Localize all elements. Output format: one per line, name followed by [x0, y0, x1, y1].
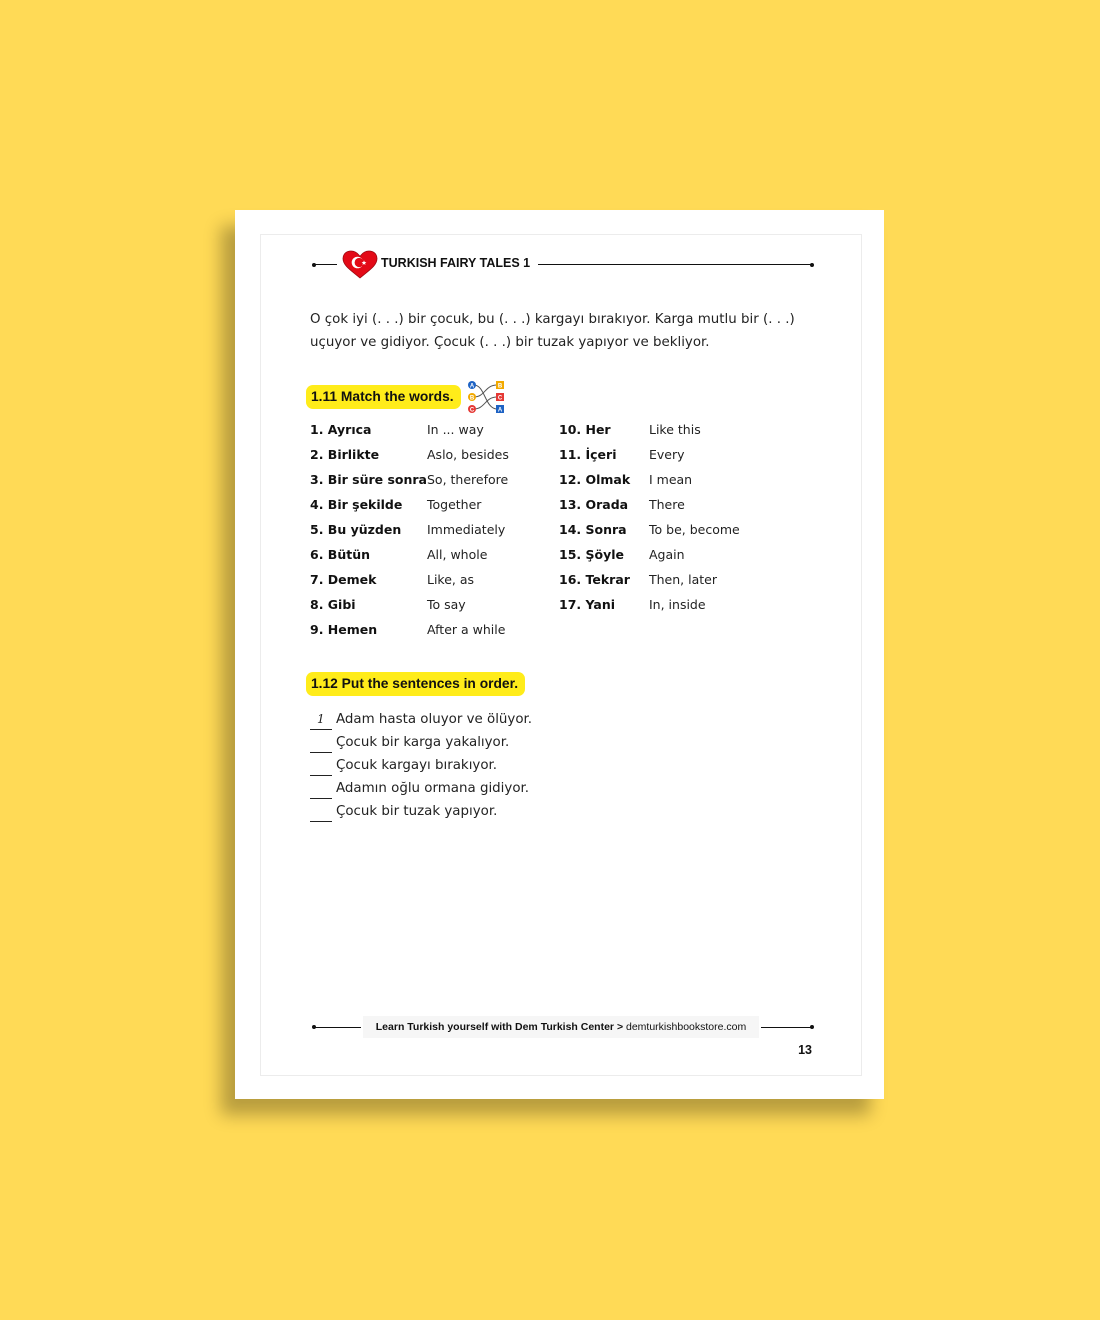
vocab-row [310, 546, 509, 571]
vocab-row [310, 621, 509, 646]
order-section-title: 1.12 Put the sentences in order. [306, 672, 525, 696]
vocab-meaning: In, inside [649, 597, 706, 612]
vocab-row [559, 446, 740, 471]
vocab-row [559, 421, 740, 446]
footer-line-left [313, 1027, 361, 1028]
match-lines-icon [467, 380, 505, 414]
vocab-meaning: Again [649, 547, 685, 562]
footer-line-right [761, 1027, 813, 1028]
vocab-row [559, 546, 740, 571]
page-header [313, 250, 813, 278]
sentence-text: Çocuk bir tuzak yapıyor. [336, 804, 498, 819]
vocab-meaning: To say [427, 597, 466, 612]
vocab-row [559, 571, 740, 596]
vocab-meaning: Immediately [427, 522, 506, 537]
icon-letter: A [497, 407, 503, 414]
sentence-text: Adamın oğlu ormana gidiyor. [336, 781, 530, 796]
vocab-word: 12. Olmak [559, 472, 631, 487]
answer-blank[interactable] [310, 784, 332, 799]
icon-letter: A [469, 383, 475, 390]
vocab-meaning: So, therefore [427, 472, 509, 487]
book-page [235, 210, 884, 1099]
sentence-text: Adam hasta oluyor ve ölüyor. [336, 712, 533, 727]
icon-letter: C [469, 407, 475, 414]
vocab-meaning: Like, as [427, 572, 475, 587]
vocab-word: 16. Tekrar [559, 572, 630, 587]
answer-blank[interactable] [310, 761, 332, 776]
turkish-flag-heart-icon [342, 250, 378, 280]
vocab-row [310, 496, 509, 521]
header-line-left [313, 264, 337, 265]
vocab-word: 17. Yani [559, 597, 616, 612]
book-title: TURKISH FAIRY TALES 1 [381, 256, 531, 270]
answer-blank[interactable] [310, 712, 332, 730]
icon-letter: B [497, 383, 503, 390]
vocab-word: 2. Birlikte [310, 447, 380, 462]
vocab-word: 5. Bu yüzden [310, 522, 402, 537]
vocab-row [310, 421, 509, 446]
vocab-row [310, 521, 509, 546]
vocab-meaning: All, whole [427, 547, 488, 562]
vocab-row [559, 521, 740, 546]
vocab-word: 13. Orada [559, 497, 629, 512]
vocab-meaning: In ... way [427, 422, 484, 437]
vocab-word: 3. Bir süre sonra [310, 472, 427, 487]
vocab-row [310, 471, 509, 496]
vocab-word: 4. Bir şekilde [310, 497, 403, 512]
header-line-end-dot [810, 263, 814, 267]
vocab-word: 6. Bütün [310, 547, 370, 562]
vocab-word: 1. Ayrıca [310, 422, 372, 437]
sentence-text: Çocuk kargayı bırakıyor. [336, 758, 498, 773]
vocab-meaning: After a while [427, 622, 506, 637]
vocab-word: 11. İçeri [559, 447, 617, 462]
vocab-meaning: Every [649, 447, 685, 462]
vocab-row [559, 471, 740, 496]
vocab-row [559, 496, 740, 521]
vocab-word: 15. Şöyle [559, 547, 624, 562]
vocab-meaning: There [649, 497, 685, 512]
vocab-row [559, 596, 740, 621]
vocab-meaning: Then, later [649, 572, 717, 587]
match-section-title: 1.11 Match the words. [306, 385, 461, 409]
footer-banner [363, 1016, 759, 1038]
answer-blank[interactable] [310, 738, 332, 753]
vocab-meaning: I mean [649, 472, 693, 487]
vocab-word: 8. Gibi [310, 597, 356, 612]
order-item [310, 730, 532, 753]
order-item [310, 799, 532, 822]
footer-website-link[interactable]: demturkishbookstore.com [626, 1021, 747, 1033]
vocab-row [310, 446, 509, 471]
order-item [310, 753, 532, 776]
answer-blank[interactable] [310, 807, 332, 822]
page-footer [313, 1016, 813, 1038]
vocab-word: 14. Sonra [559, 522, 627, 537]
footer-line-end-dot [810, 1025, 814, 1029]
vocab-word: 9. Hemen [310, 622, 378, 637]
sentence-text: Çocuk bir karga yakalıyor. [336, 735, 510, 750]
footer-tagline: Learn Turkish yourself with Dem Turkish Center [375, 1021, 615, 1033]
header-line-right [538, 264, 813, 265]
page-frame [260, 234, 862, 1076]
icon-letter: C [497, 395, 503, 402]
vocab-meaning: Together [427, 497, 482, 512]
vocab-list-right [559, 421, 740, 621]
order-item [310, 776, 532, 799]
intro-paragraph: O çok iyi (. . .) bir çocuk, bu (. . .) kargayı bırakıyor. Karga mutlu bir (. . .) uçuyor ve gidiyor. Çocuk (. . .) bir tuzak yapıyor ve bekliyor. [310, 312, 795, 350]
footer-separator: > [616, 1021, 624, 1033]
answer-text: 1 [317, 712, 325, 726]
vocab-word: 10. Her [559, 422, 611, 437]
page-number: 13 [798, 1043, 812, 1057]
vocab-row [310, 571, 509, 596]
vocab-meaning: Like this [649, 422, 701, 437]
vocab-word: 7. Demek [310, 572, 377, 587]
order-item [310, 707, 532, 730]
vocab-row [310, 596, 509, 621]
vocab-list-left [310, 421, 509, 646]
order-list [310, 707, 532, 822]
icon-letter: B [469, 395, 475, 402]
vocab-meaning: Aslo, besides [427, 447, 509, 462]
vocab-meaning: To be, become [649, 522, 740, 537]
